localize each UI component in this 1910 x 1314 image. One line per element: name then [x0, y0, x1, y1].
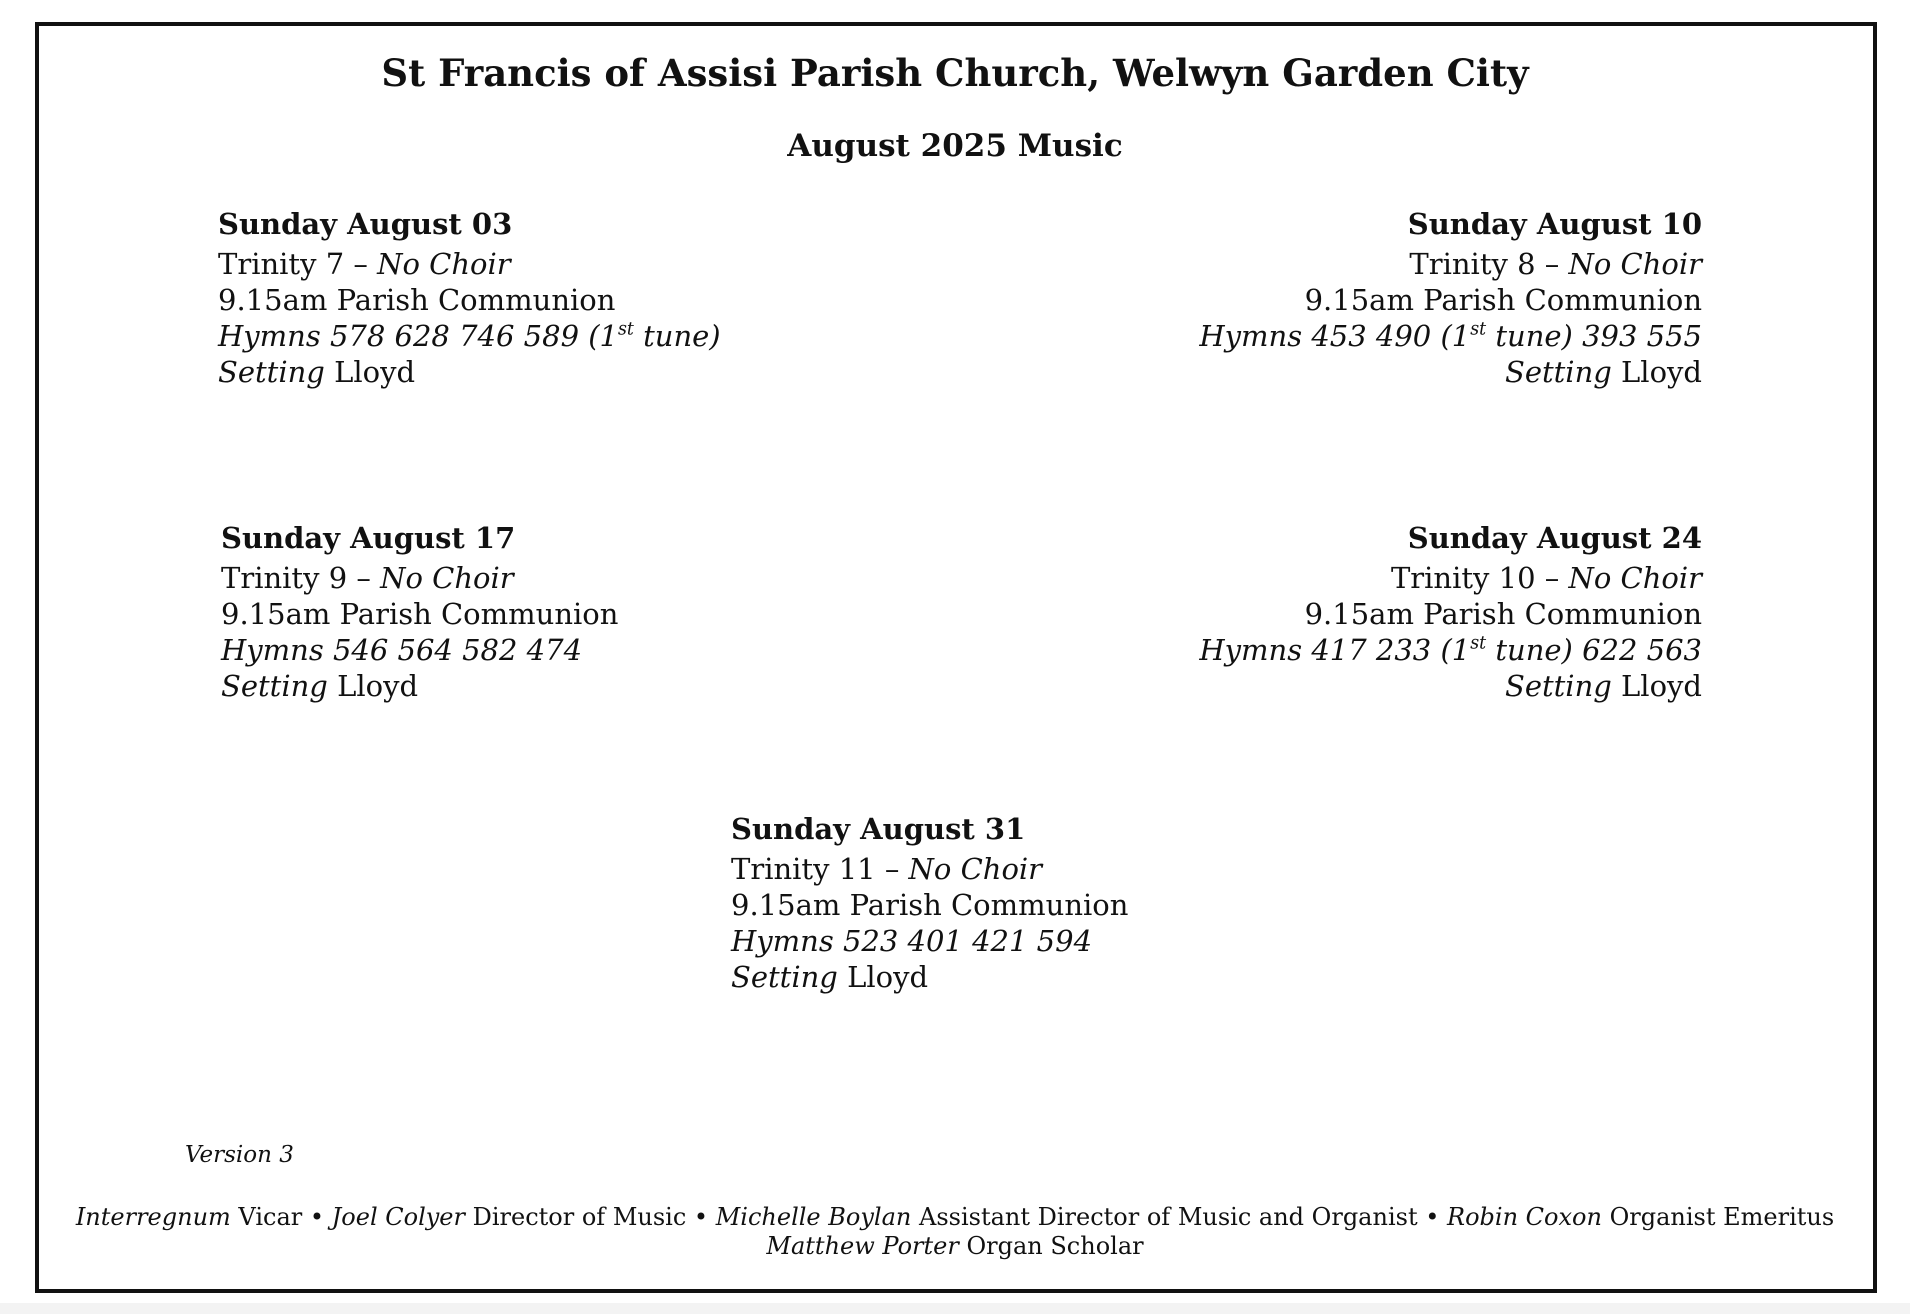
staff-footer [0, 1203, 1910, 1261]
staff-name: Robin Coxon [1447, 1203, 1602, 1231]
setting-label: Setting [218, 355, 325, 389]
staff-role: Organist Emeritus [1609, 1203, 1835, 1231]
staff-name: Joel Colyer [331, 1203, 465, 1231]
setting-label: Setting [731, 960, 838, 994]
hymns-label: Hymns [731, 924, 834, 958]
hymns-ordinal: st [618, 319, 634, 340]
service-date: Sunday August 03 [218, 207, 513, 241]
dash: – [353, 247, 368, 281]
occasion: Trinity 11 [731, 852, 876, 886]
setting-label: Setting [1504, 669, 1612, 703]
dash: – [1544, 247, 1560, 281]
hymns-label: Hymns [218, 319, 321, 353]
service-time: 9.15am Parish Communion [1304, 283, 1702, 317]
staff-footer-line-2 [0, 1232, 1910, 1261]
choir-note: No Choir [1568, 561, 1702, 595]
service-date: Sunday August 17 [221, 521, 516, 555]
hymns-suffix: tune) [633, 319, 721, 353]
hymns-line [1199, 632, 1702, 668]
dash: – [1544, 561, 1560, 595]
service-occasion-line [1199, 560, 1702, 596]
separator: • [693, 1203, 709, 1231]
service-occasion-line [1199, 246, 1702, 282]
service-time: 9.15am Parish Communion [218, 283, 616, 317]
service-block-aug-31 [731, 811, 1128, 995]
hymns-suffix: tune) 622 563 [1486, 633, 1702, 667]
service-time: 9.15am Parish Communion [1304, 597, 1702, 631]
setting-value: Lloyd [847, 960, 929, 994]
version-label: Version 3 [185, 1142, 294, 1168]
service-block-aug-03 [218, 206, 721, 390]
choir-note: No Choir [1568, 247, 1702, 281]
occasion: Trinity 9 [221, 561, 348, 595]
service-block-aug-17 [221, 520, 618, 704]
setting-value: Lloyd [1621, 355, 1702, 389]
occasion: Trinity 10 [1390, 561, 1536, 595]
staff-footer-line-1 [0, 1203, 1910, 1232]
dash: – [884, 852, 900, 886]
dash: – [356, 561, 371, 595]
page-bottom-edge [0, 1303, 1910, 1314]
page-title: St Francis of Assisi Parish Church, Welwyn Garden City [381, 51, 1529, 95]
hymns-label: Hymns [1199, 633, 1303, 667]
choir-note: No Choir [908, 852, 1043, 886]
page-subtitle: August 2025 Music [787, 128, 1123, 164]
service-occasion-line [218, 246, 721, 282]
service-time: 9.15am Parish Communion [731, 888, 1129, 922]
separator: • [1425, 1203, 1440, 1231]
staff-name: Matthew Porter [766, 1232, 959, 1260]
hymns-label: Hymns [221, 633, 324, 667]
staff-role: Organ Scholar [966, 1232, 1144, 1260]
setting-value: Lloyd [334, 355, 416, 389]
setting-line [221, 668, 618, 704]
setting-label: Setting [1504, 355, 1612, 389]
setting-line [218, 354, 721, 390]
separator: • [309, 1203, 325, 1231]
service-occasion-line [221, 560, 618, 596]
service-block-aug-24 [1199, 520, 1702, 704]
choir-note: No Choir [377, 247, 511, 281]
hymns-line [731, 923, 1128, 959]
hymns-line [221, 632, 618, 668]
hymns-line [218, 318, 721, 354]
occasion: Trinity 8 [1409, 247, 1536, 281]
staff-role: Vicar [238, 1203, 303, 1231]
choir-note: No Choir [380, 561, 514, 595]
staff-name: Michelle Boylan [715, 1203, 912, 1231]
hymns-numbers: 417 233 (1 [1311, 633, 1471, 667]
hymns-ordinal: st [1470, 633, 1487, 654]
hymns-numbers: 523 401 421 594 [842, 924, 1093, 958]
service-date: Sunday August 10 [1407, 207, 1702, 241]
hymns-numbers: 578 628 746 589 (1 [329, 319, 618, 353]
service-date: Sunday August 24 [1407, 521, 1702, 555]
occasion: Trinity 7 [218, 247, 345, 281]
hymns-numbers: 453 490 (1 [1311, 319, 1471, 353]
staff-role: Assistant Director of Music and Organist [918, 1203, 1418, 1231]
setting-line [1199, 668, 1702, 704]
setting-label: Setting [221, 669, 328, 703]
hymns-line [1199, 318, 1702, 354]
service-occasion-line [731, 851, 1128, 887]
setting-line [731, 959, 1128, 995]
service-date: Sunday August 31 [731, 812, 1026, 846]
setting-value: Lloyd [337, 669, 419, 703]
hymns-label: Hymns [1199, 319, 1303, 353]
service-block-aug-10 [1199, 206, 1702, 390]
staff-name: Interregnum [75, 1203, 231, 1231]
setting-line [1199, 354, 1702, 390]
setting-value: Lloyd [1621, 669, 1702, 703]
hymns-ordinal: st [1470, 319, 1487, 340]
hymns-suffix: tune) 393 555 [1486, 319, 1702, 353]
hymns-numbers: 546 564 582 474 [332, 633, 583, 667]
service-time: 9.15am Parish Communion [221, 597, 619, 631]
staff-role: Director of Music [472, 1203, 687, 1231]
